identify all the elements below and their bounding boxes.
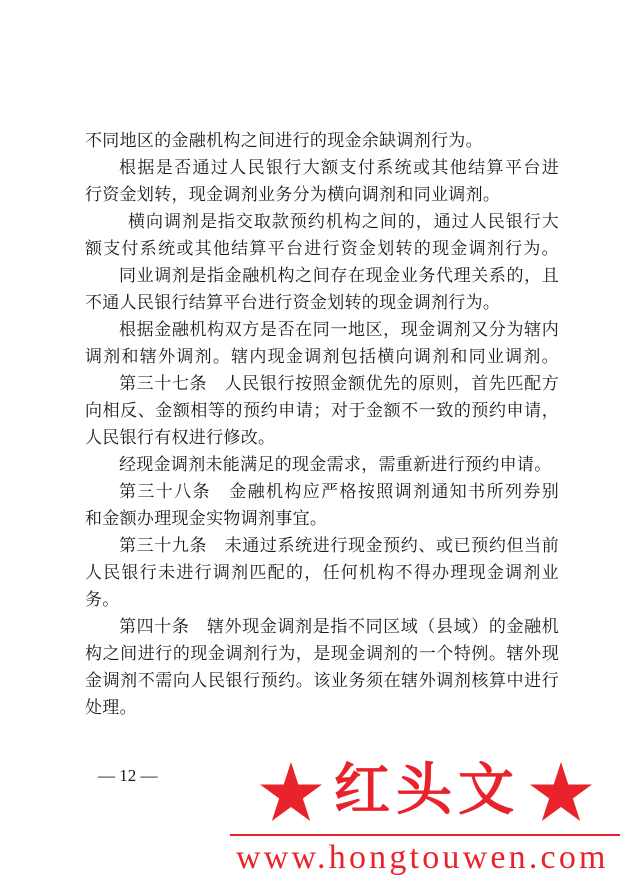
text-line: 向相反、金额相等的预约申请；对于金额不一致的预约申请， [85,401,559,421]
text-line: 构之间进行的现金调剂行为，是现金调剂的一个特例。辖外现 [85,644,559,664]
paragraph [85,263,559,317]
star-icon [260,762,322,821]
page-number: — 12 — [98,766,158,785]
paragraph [85,209,559,263]
text-line: 金调剂不需向人民银行预约。该业务须在辖外调剂核算中进行 [85,671,559,691]
text-line: 额支付系统或其他结算平台进行资金划转的现金调剂行为。 [85,239,559,259]
text-line: 根据是否通过人民银行大额支付系统或其他结算平台进 [119,158,559,178]
star-icon [530,762,592,821]
paragraph [85,155,559,209]
text-line: 人民银行有权进行修改。 [85,428,276,448]
text-line: 同业调剂是指金融机构之间存在现金业务代理关系的，且 [119,266,559,286]
text-line: 行资金划转，现金调剂业务分为横向调剂和同业调剂。 [85,185,501,205]
paragraph [85,452,559,479]
text-line: 和金额办理现金实物调剂事宜。 [85,509,328,529]
text-line: 不同地区的金融机构之间进行的现金余缺调剂行为。 [85,131,483,151]
text-line: 根据金融机构双方是否在同一地区，现金调剂又分为辖内 [119,320,559,340]
paragraph [85,128,559,155]
text-line: 处理。 [85,698,137,718]
text-line: 调剂和辖外调剂。辖内现金调剂包括横向调剂和同业调剂。 [85,347,559,367]
text-line: 横向调剂是指交取款预约机构之间的，通过人民银行大 [128,212,559,232]
text-line: 不通人民银行结算平台进行资金划转的现金调剂行为。 [85,293,501,313]
watermark-brand-text: 红头文 [334,757,520,823]
watermark-divider [230,834,620,836]
article-39 [85,533,559,614]
text-line: 务。 [85,590,120,610]
paragraph [85,317,559,371]
text-line: 第三十八条 金融机构应严格按照调剂通知书所列券别 [119,482,559,502]
text-line: 人民银行未进行调剂匹配的，任何机构不得办理现金调剂业 [85,563,559,583]
article-40 [85,614,559,722]
text-line: 第三十九条 未通过系统进行现金预约、或已预约但当前 [119,536,559,556]
article-37 [85,371,559,452]
article-38 [85,479,559,533]
text-line: 第四十条 辖外现金调剂是指不同区域（县域）的金融机 [119,617,559,637]
text-line: 第三十七条 人民银行按照金额优先的原则，首先匹配方 [119,374,559,394]
watermark-url: www.hongtouwen.com [236,839,609,876]
text-line: 经现金调剂未能满足的现金需求，需重新进行预约申请。 [119,455,552,475]
body-text [85,128,559,722]
